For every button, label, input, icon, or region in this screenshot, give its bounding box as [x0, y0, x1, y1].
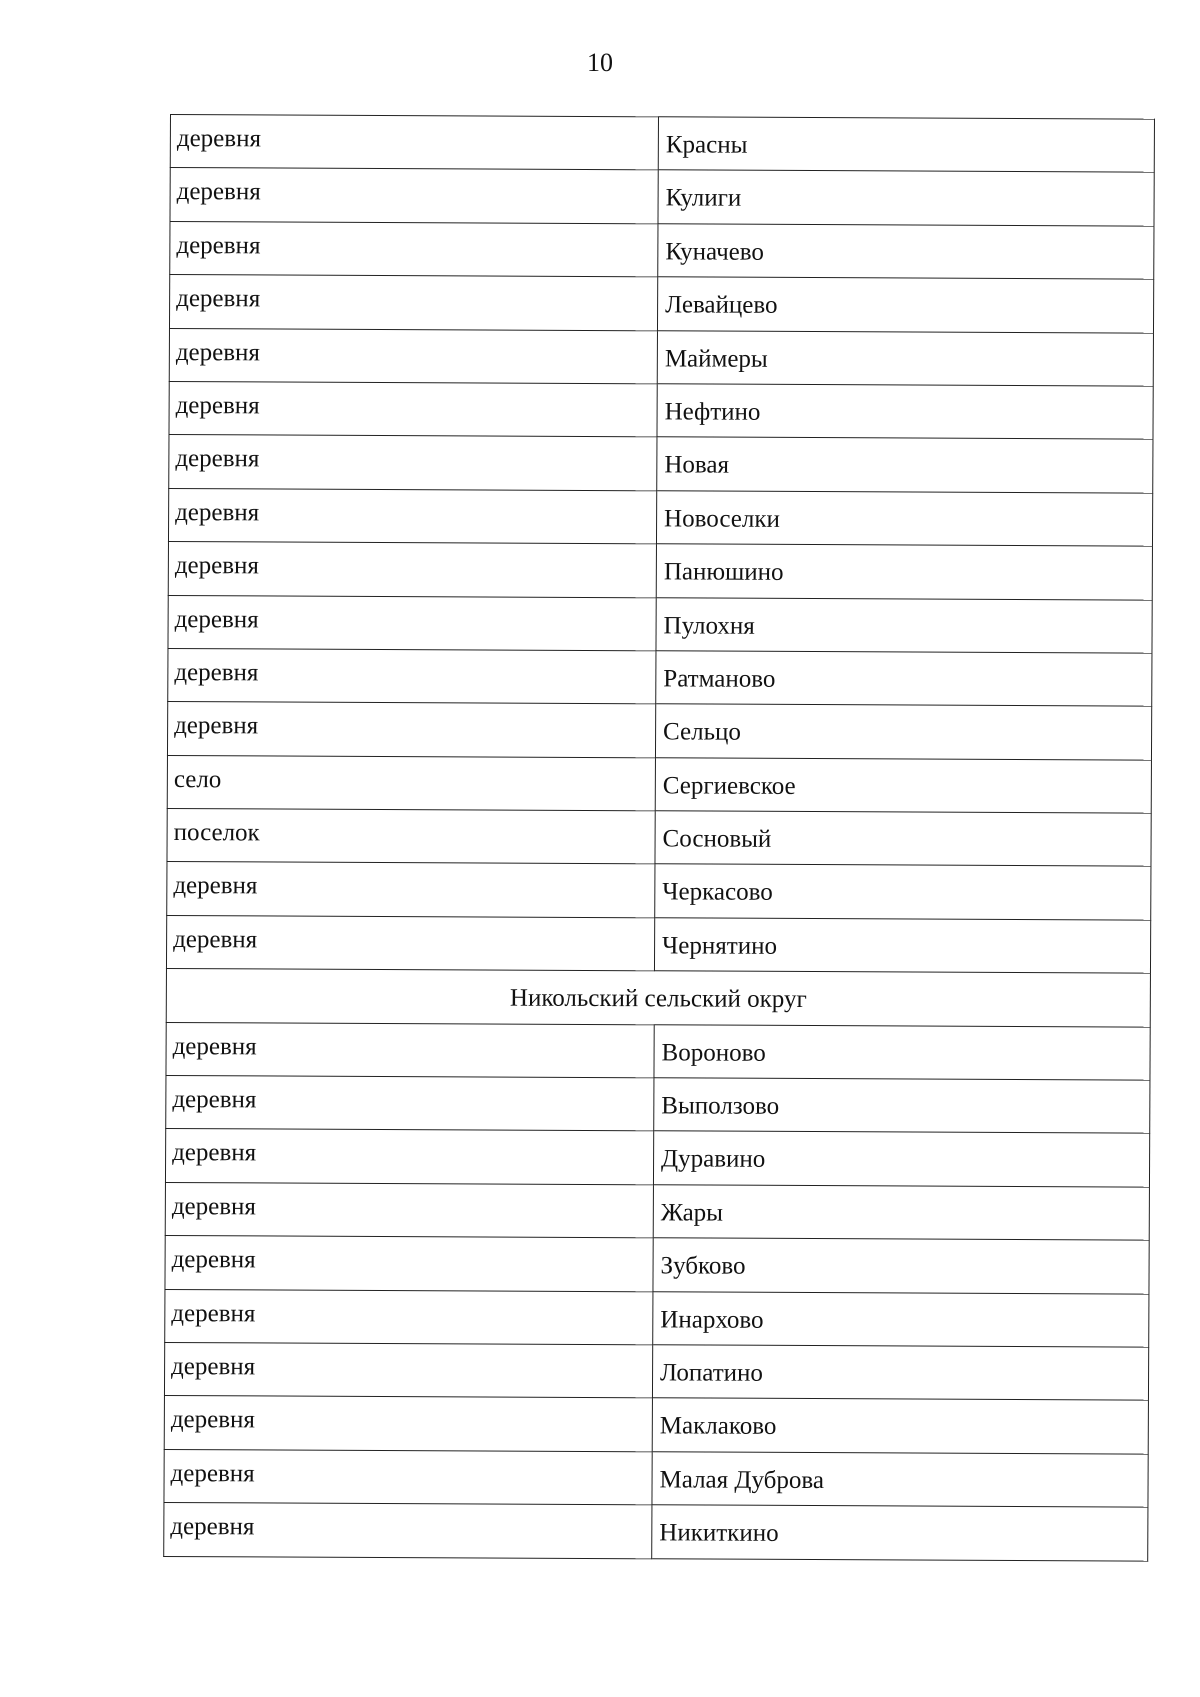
settlement-name-cell: Малая Дуброва [652, 1452, 1148, 1508]
settlement-name-cell: Маймеры [657, 330, 1153, 386]
table-row [167, 755, 1151, 813]
settlement-type-cell: деревня [164, 1342, 652, 1398]
settlement-type-cell: деревня [168, 542, 656, 598]
page-number: 10 [587, 48, 613, 77]
settlement-type-cell: деревня [170, 115, 658, 171]
settlement-type-cell: деревня [164, 1449, 652, 1505]
settlement-name-cell: Никиткино [652, 1505, 1148, 1561]
settlement-name-cell: Инархово [653, 1291, 1149, 1347]
settlement-name-cell: Лопатино [652, 1345, 1148, 1401]
section-heading: Никольский сельский округ [166, 969, 1150, 1027]
table-row [169, 328, 1153, 386]
settlement-name-cell: Ратманово [656, 651, 1152, 707]
settlement-name-cell: Куначево [658, 224, 1154, 280]
table-row [167, 702, 1151, 760]
settlement-name-cell: Сергиевское [655, 757, 1151, 813]
settlement-name-cell: Черкасово [655, 864, 1151, 920]
table-row [166, 1022, 1150, 1080]
table-row [168, 542, 1152, 600]
settlement-type-cell: деревня [164, 1396, 652, 1452]
table-row [170, 221, 1154, 279]
settlement-type-cell: деревня [170, 221, 658, 277]
section-heading-row [166, 969, 1150, 1027]
settlement-type-cell: деревня [169, 328, 657, 384]
table-row [166, 915, 1150, 973]
settlement-type-cell: деревня [165, 1129, 653, 1185]
table-row [164, 1396, 1148, 1454]
settlement-name-cell: Маклаково [652, 1398, 1148, 1454]
table-row [169, 275, 1153, 333]
settlement-name-cell: Жары [653, 1185, 1149, 1241]
settlement-type-cell: деревня [166, 915, 654, 971]
settlements-table [163, 114, 1155, 1561]
table-row [167, 862, 1151, 920]
settlement-name-cell: Панюшино [656, 544, 1152, 600]
settlement-name-cell: Пулохня [656, 597, 1152, 653]
table-row [168, 648, 1152, 706]
settlement-type-cell: деревня [168, 595, 656, 651]
settlement-name-cell: Кулиги [658, 170, 1154, 226]
settlement-type-cell: деревня [165, 1236, 653, 1292]
table-row [168, 595, 1152, 653]
settlement-type-cell: село [167, 755, 655, 811]
settlement-type-cell: деревня [169, 435, 657, 491]
table-row [167, 809, 1151, 867]
settlement-type-cell: деревня [166, 1022, 654, 1078]
table-row [170, 115, 1154, 173]
settlement-type-cell: деревня [164, 1503, 652, 1559]
settlement-type-cell: деревня [167, 702, 655, 758]
table-row [165, 1129, 1149, 1187]
settlement-name-cell: Вороново [654, 1024, 1150, 1080]
table-row [165, 1182, 1149, 1240]
settlement-type-cell: деревня [165, 1182, 653, 1238]
settlement-name-cell: Левайцево [657, 277, 1153, 333]
settlement-name-cell: Выползово [654, 1078, 1150, 1134]
table-row [166, 1076, 1150, 1134]
settlement-type-cell: деревня [167, 862, 655, 918]
table-row [168, 488, 1152, 546]
settlement-type-cell: деревня [169, 381, 657, 437]
settlement-name-cell: Сельцо [655, 704, 1151, 760]
settlement-type-cell: поселок [167, 809, 655, 865]
table-row [164, 1503, 1148, 1561]
settlement-name-cell: Сосновый [655, 811, 1151, 867]
settlement-name-cell: Зубково [653, 1238, 1149, 1294]
table-row [170, 168, 1154, 226]
settlement-name-cell: Дуравино [653, 1131, 1149, 1187]
settlement-type-cell: деревня [168, 488, 656, 544]
settlement-type-cell: деревня [169, 275, 657, 331]
settlement-name-cell: Чернятино [654, 918, 1150, 974]
settlement-name-cell: Новая [657, 437, 1153, 493]
settlement-name-cell: Нефтино [657, 384, 1153, 440]
table-row [164, 1449, 1148, 1507]
table-row [164, 1342, 1148, 1400]
table-row [165, 1289, 1149, 1347]
settlement-name-cell: Новоселки [656, 491, 1152, 547]
table-row [169, 435, 1153, 493]
table-row [165, 1236, 1149, 1294]
settlement-type-cell: деревня [165, 1289, 653, 1345]
settlement-type-cell: деревня [168, 648, 656, 704]
settlement-name-cell: Красны [658, 117, 1154, 173]
settlement-type-cell: деревня [170, 168, 658, 224]
table-row [169, 381, 1153, 439]
settlement-type-cell: деревня [166, 1076, 654, 1132]
